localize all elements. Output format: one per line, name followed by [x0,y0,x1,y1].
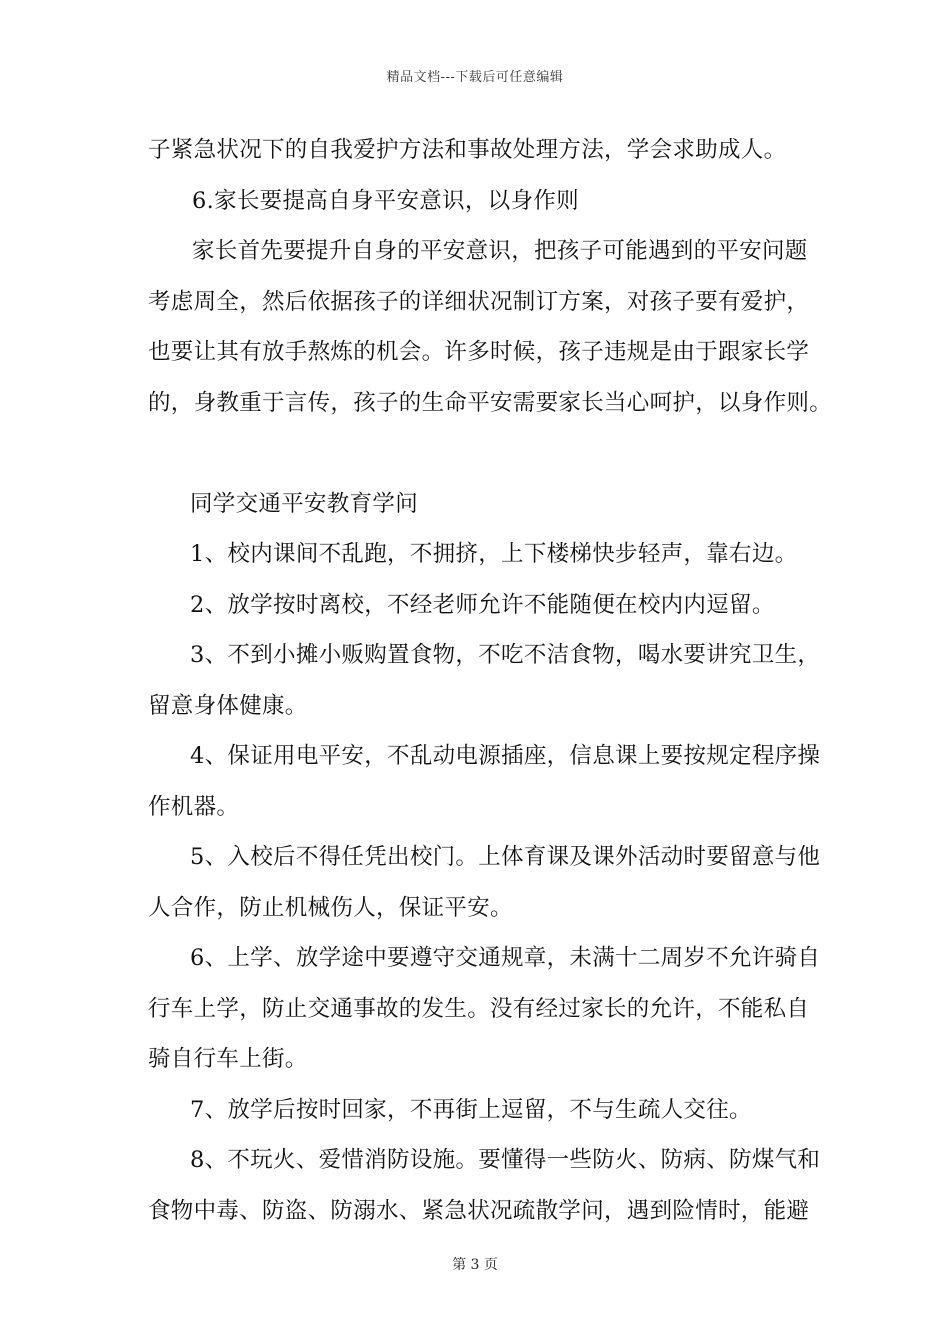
list-item: 6、上学、放学途中要遵守交通规章，未满十二周岁不允许骑自 [190,945,821,971]
list-item: 5、入校后不得任凭出校门。上体育课及课外活动时要留意与他 [190,844,821,870]
blank-line [148,428,813,479]
list-item: 2、放学按时离校，不经老师允许不能随便在校内内逗留。 [190,591,775,618]
list-item: 7、放学后按时回家，不再街上逗留，不与生疏人交往。 [190,1096,752,1123]
list-item-continuation: 食物中毒、防盗、防溺水、紧急状况疏散学问，遇到险情时，能避 [148,1197,810,1224]
paragraph-line: 考虑周全，然后依据孩子的详细状况制订方案，对孩子要有爱护， [148,288,810,315]
list-item: 8、不玩火、爱惜消防设施。要懂得一些防火、防病、防煤气和 [190,1147,821,1173]
section-heading: 6.家长要提高自身平安意识，以身作则 [192,187,579,214]
paragraph-line: 也要让其有放手熬炼的机会。许多时候，孩子违规是由于跟家长学 [148,339,810,365]
paragraph-line: 的，身教重于言传，孩子的生命平安需要家长当心呵护，以身作则。 [148,389,833,416]
list-item: 3、不到小摊小贩购置食物，不吃不洁食物，喝水要讲究卫生， [190,642,821,668]
list-item-continuation: 行车上学，防止交通事故的发生。没有经过家长的允许，不能私自 [148,995,810,1022]
list-item-continuation: 骑自行车上街。 [148,1046,308,1072]
list-item: 1、校内课间不乱跑，不拥挤，上下楼梯快步轻声，靠右边。 [190,541,798,567]
document-body [148,125,833,1236]
page-footer: 第 3 页 [452,1257,498,1273]
list-item-continuation: 留意身体健康。 [148,692,308,719]
section-title: 同学交通平安教育学问 [190,490,419,517]
list-item-continuation: 作机器。 [148,793,240,820]
paragraph-line: 子紧急状况下的自我爱护方法和事故处理方法，学会求助成人。 [148,137,787,163]
list-item: 4、保证用电平安，不乱动电源插座，信息课上要按规定程序操 [190,743,821,769]
paragraph-line: 家长首先要提升自身的平安意识，把孩子可能遇到的平安问题 [192,238,808,264]
page-header: 精品文档---下载后可任意编辑 [386,70,564,85]
list-item-continuation: 人合作，防止机械伤人，保证平安。 [148,894,513,921]
